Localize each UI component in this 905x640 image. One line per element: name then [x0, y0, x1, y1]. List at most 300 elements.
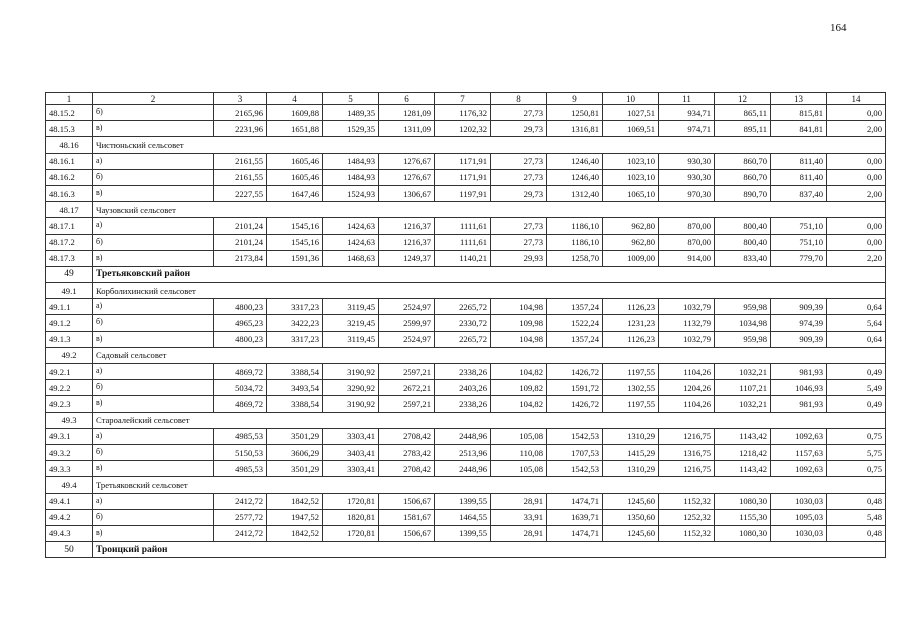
value-cell: 1032,79 — [659, 331, 715, 347]
value-cell: 3493,54 — [267, 380, 323, 396]
value-cell: 5150,53 — [214, 444, 267, 460]
column-header: 8 — [491, 93, 547, 105]
value-cell: 970,30 — [659, 185, 715, 201]
value-cell: 1080,30 — [715, 525, 771, 541]
value-cell: 0,49 — [827, 396, 886, 412]
value-cell: 0,00 — [827, 218, 886, 234]
value-cell: 0,00 — [827, 105, 886, 121]
value-cell: 1306,67 — [379, 185, 435, 201]
value-cell: 751,10 — [771, 234, 827, 250]
value-cell: 1311,09 — [379, 121, 435, 137]
value-cell: 2165,96 — [214, 105, 267, 121]
value-cell: 28,91 — [491, 525, 547, 541]
district-row — [46, 266, 886, 282]
value-cell: 1126,23 — [603, 299, 659, 315]
value-cell: 1258,70 — [547, 250, 603, 266]
row-code: 48.15.2 — [46, 105, 93, 121]
data-row — [46, 250, 886, 266]
value-cell: 2597,21 — [379, 396, 435, 412]
value-cell: 1276,67 — [379, 169, 435, 185]
value-cell: 800,40 — [715, 218, 771, 234]
value-cell: 1104,26 — [659, 364, 715, 380]
row-code: 49.3.2 — [46, 444, 93, 460]
row-code: 48.16.3 — [46, 185, 93, 201]
value-cell: 1468,63 — [323, 250, 379, 266]
value-cell: 0,48 — [827, 493, 886, 509]
council-name: Чаузовский сельсовет — [93, 202, 886, 218]
value-cell: 2330,72 — [435, 315, 491, 331]
value-cell: 3317,23 — [267, 331, 323, 347]
data-row — [46, 315, 886, 331]
value-cell: 1591,72 — [547, 380, 603, 396]
council-name: Чистюньский сельсовет — [93, 137, 886, 153]
value-cell: 27,73 — [491, 169, 547, 185]
data-row — [46, 234, 886, 250]
data-row — [46, 396, 886, 412]
value-cell: 104,98 — [491, 299, 547, 315]
value-cell: 1426,72 — [547, 364, 603, 380]
column-header: 7 — [435, 93, 491, 105]
value-cell: 3422,23 — [267, 315, 323, 331]
value-cell: 27,73 — [491, 218, 547, 234]
value-cell: 981,93 — [771, 364, 827, 380]
value-cell: 2161,55 — [214, 169, 267, 185]
value-cell: 1312,40 — [547, 185, 603, 201]
value-cell: 860,70 — [715, 169, 771, 185]
row-subtype: в) — [93, 396, 214, 412]
value-cell: 3119,45 — [323, 299, 379, 315]
value-cell: 1155,30 — [715, 509, 771, 525]
value-cell: 1842,52 — [267, 493, 323, 509]
row-subtype: б) — [93, 380, 214, 396]
value-cell: 4869,72 — [214, 396, 267, 412]
council-row — [46, 202, 886, 218]
value-cell: 1157,63 — [771, 444, 827, 460]
value-cell: 1202,32 — [435, 121, 491, 137]
value-cell: 1171,91 — [435, 169, 491, 185]
value-cell: 109,98 — [491, 315, 547, 331]
value-cell: 3303,41 — [323, 428, 379, 444]
value-cell: 1246,40 — [547, 169, 603, 185]
district-row — [46, 542, 886, 558]
value-cell: 29,73 — [491, 121, 547, 137]
value-cell: 1605,46 — [267, 153, 323, 169]
value-cell: 1720,81 — [323, 493, 379, 509]
column-header: 9 — [547, 93, 603, 105]
value-cell: 1276,67 — [379, 153, 435, 169]
value-cell: 1310,29 — [603, 461, 659, 477]
row-subtype: б) — [93, 509, 214, 525]
value-cell: 2708,42 — [379, 461, 435, 477]
value-cell: 2161,55 — [214, 153, 267, 169]
council-row — [46, 137, 886, 153]
value-cell: 2412,72 — [214, 525, 267, 541]
column-header: 4 — [267, 93, 323, 105]
value-cell: 1522,24 — [547, 315, 603, 331]
value-cell: 895,11 — [715, 121, 771, 137]
value-cell: 3501,29 — [267, 428, 323, 444]
value-cell: 104,82 — [491, 364, 547, 380]
value-cell: 2524,97 — [379, 299, 435, 315]
value-cell: 1245,60 — [603, 493, 659, 509]
value-cell: 1415,29 — [603, 444, 659, 460]
data-row — [46, 444, 886, 460]
value-cell: 837,40 — [771, 185, 827, 201]
row-subtype: б) — [93, 444, 214, 460]
district-name: Третьяковский район — [93, 266, 886, 282]
value-cell: 1046,93 — [771, 380, 827, 396]
value-cell: 1529,35 — [323, 121, 379, 137]
value-cell: 2,20 — [827, 250, 886, 266]
value-cell: 1316,81 — [547, 121, 603, 137]
value-cell: 1489,35 — [323, 105, 379, 121]
data-row — [46, 428, 886, 444]
value-cell: 1820,81 — [323, 509, 379, 525]
data-row — [46, 380, 886, 396]
value-cell: 860,70 — [715, 153, 771, 169]
value-cell: 2227,55 — [214, 185, 267, 201]
value-cell: 3190,92 — [323, 396, 379, 412]
value-cell: 959,98 — [715, 299, 771, 315]
column-header: 12 — [715, 93, 771, 105]
value-cell: 1842,52 — [267, 525, 323, 541]
value-cell: 1111,61 — [435, 218, 491, 234]
value-cell: 1639,71 — [547, 509, 603, 525]
value-cell: 2338,26 — [435, 364, 491, 380]
value-cell: 3501,29 — [267, 461, 323, 477]
value-cell: 1316,75 — [659, 444, 715, 460]
value-cell: 0,00 — [827, 153, 886, 169]
value-cell: 959,98 — [715, 331, 771, 347]
page-number: 164 — [830, 22, 847, 34]
value-cell: 2101,24 — [214, 218, 267, 234]
row-code: 48.16.1 — [46, 153, 93, 169]
value-cell: 1143,42 — [715, 461, 771, 477]
row-code: 49.3 — [46, 412, 93, 428]
row-subtype: в) — [93, 121, 214, 137]
data-row — [46, 218, 886, 234]
value-cell: 27,73 — [491, 234, 547, 250]
value-cell: 1032,21 — [715, 396, 771, 412]
data-row — [46, 331, 886, 347]
value-cell: 5,49 — [827, 380, 886, 396]
value-cell: 3303,41 — [323, 461, 379, 477]
district-name: Троицкий район — [93, 542, 886, 558]
value-cell: 2577,72 — [214, 509, 267, 525]
row-code: 48.15.3 — [46, 121, 93, 137]
value-cell: 3190,92 — [323, 364, 379, 380]
council-row — [46, 283, 886, 299]
value-cell: 109,82 — [491, 380, 547, 396]
row-code: 49.3.1 — [46, 428, 93, 444]
data-row — [46, 105, 886, 121]
value-cell: 1107,21 — [715, 380, 771, 396]
value-cell: 1605,46 — [267, 169, 323, 185]
value-cell: 815,81 — [771, 105, 827, 121]
row-subtype: б) — [93, 105, 214, 121]
value-cell: 1542,53 — [547, 461, 603, 477]
row-subtype: а) — [93, 299, 214, 315]
value-cell: 2265,72 — [435, 299, 491, 315]
value-cell: 981,93 — [771, 396, 827, 412]
value-cell: 1474,71 — [547, 525, 603, 541]
row-subtype: в) — [93, 331, 214, 347]
value-cell: 2597,21 — [379, 364, 435, 380]
value-cell: 962,80 — [603, 218, 659, 234]
data-row — [46, 509, 886, 525]
council-name: Корболихинский сельсовет — [93, 283, 886, 299]
value-cell: 1030,03 — [771, 493, 827, 509]
column-header: 14 — [827, 93, 886, 105]
value-cell: 1186,10 — [547, 234, 603, 250]
value-cell: 909,39 — [771, 331, 827, 347]
value-cell: 1281,09 — [379, 105, 435, 121]
value-cell: 811,40 — [771, 169, 827, 185]
value-cell: 1095,03 — [771, 509, 827, 525]
value-cell: 2,00 — [827, 121, 886, 137]
value-cell: 2,00 — [827, 185, 886, 201]
value-cell: 0,75 — [827, 428, 886, 444]
value-cell: 3388,54 — [267, 364, 323, 380]
value-cell: 1707,53 — [547, 444, 603, 460]
value-cell: 1357,24 — [547, 299, 603, 315]
value-cell: 1140,21 — [435, 250, 491, 266]
value-cell: 0,49 — [827, 364, 886, 380]
column-header: 5 — [323, 93, 379, 105]
value-cell: 1591,36 — [267, 250, 323, 266]
value-cell: 909,39 — [771, 299, 827, 315]
value-cell: 5034,72 — [214, 380, 267, 396]
value-cell: 1176,32 — [435, 105, 491, 121]
row-code: 49.2.1 — [46, 364, 93, 380]
column-header: 13 — [771, 93, 827, 105]
row-code: 48.17 — [46, 202, 93, 218]
value-cell: 1581,67 — [379, 509, 435, 525]
value-cell: 1032,21 — [715, 364, 771, 380]
value-cell: 934,71 — [659, 105, 715, 121]
value-cell: 4985,53 — [214, 461, 267, 477]
value-cell: 2231,96 — [214, 121, 267, 137]
value-cell: 1424,63 — [323, 234, 379, 250]
data-row — [46, 153, 886, 169]
value-cell: 1246,40 — [547, 153, 603, 169]
column-header: 11 — [659, 93, 715, 105]
row-code: 49.4.1 — [46, 493, 93, 509]
council-row — [46, 412, 886, 428]
value-cell: 870,00 — [659, 218, 715, 234]
value-cell: 1426,72 — [547, 396, 603, 412]
value-cell: 914,00 — [659, 250, 715, 266]
value-cell: 1474,71 — [547, 493, 603, 509]
data-row — [46, 121, 886, 137]
value-cell: 1030,03 — [771, 525, 827, 541]
value-cell: 1506,67 — [379, 493, 435, 509]
value-cell: 110,08 — [491, 444, 547, 460]
column-header: 2 — [93, 93, 214, 105]
row-subtype: в) — [93, 250, 214, 266]
data-row — [46, 169, 886, 185]
council-row — [46, 347, 886, 363]
value-cell: 1186,10 — [547, 218, 603, 234]
value-cell: 3606,29 — [267, 444, 323, 460]
value-cell: 841,81 — [771, 121, 827, 137]
value-cell: 3317,23 — [267, 299, 323, 315]
value-cell: 1126,23 — [603, 331, 659, 347]
value-cell: 1034,98 — [715, 315, 771, 331]
row-code: 48.16 — [46, 137, 93, 153]
value-cell: 1216,37 — [379, 234, 435, 250]
value-cell: 27,73 — [491, 153, 547, 169]
value-cell: 1464,55 — [435, 509, 491, 525]
value-cell: 5,75 — [827, 444, 886, 460]
column-header: 3 — [214, 93, 267, 105]
row-code: 48.17.3 — [46, 250, 93, 266]
value-cell: 751,10 — [771, 218, 827, 234]
value-cell: 0,64 — [827, 331, 886, 347]
value-cell: 105,08 — [491, 461, 547, 477]
column-header: 6 — [379, 93, 435, 105]
value-cell: 0,48 — [827, 525, 886, 541]
row-code: 48.17.1 — [46, 218, 93, 234]
value-cell: 3403,41 — [323, 444, 379, 460]
value-cell: 890,70 — [715, 185, 771, 201]
value-cell: 1250,81 — [547, 105, 603, 121]
value-cell: 1302,55 — [603, 380, 659, 396]
value-cell: 1216,37 — [379, 218, 435, 234]
value-cell: 1357,24 — [547, 331, 603, 347]
row-code: 49.2 — [46, 347, 93, 363]
row-subtype: в) — [93, 185, 214, 201]
value-cell: 1609,88 — [267, 105, 323, 121]
value-cell: 2599,97 — [379, 315, 435, 331]
value-cell: 962,80 — [603, 234, 659, 250]
column-header: 10 — [603, 93, 659, 105]
row-subtype: б) — [93, 234, 214, 250]
row-subtype: а) — [93, 364, 214, 380]
value-cell: 4965,23 — [214, 315, 267, 331]
value-cell: 1245,60 — [603, 525, 659, 541]
value-cell: 3219,45 — [323, 315, 379, 331]
council-name: Староалейский сельсовет — [93, 412, 886, 428]
value-cell: 4800,23 — [214, 331, 267, 347]
row-code: 49.3.3 — [46, 461, 93, 477]
row-code: 49.1.2 — [46, 315, 93, 331]
value-cell: 1545,16 — [267, 218, 323, 234]
row-code: 48.16.2 — [46, 169, 93, 185]
value-cell: 1720,81 — [323, 525, 379, 541]
value-cell: 1032,79 — [659, 299, 715, 315]
value-cell: 1111,61 — [435, 234, 491, 250]
value-cell: 104,82 — [491, 396, 547, 412]
value-cell: 1350,60 — [603, 509, 659, 525]
value-cell: 0,00 — [827, 169, 886, 185]
value-cell: 3290,92 — [323, 380, 379, 396]
row-code: 48.17.2 — [46, 234, 93, 250]
value-cell: 1204,26 — [659, 380, 715, 396]
value-cell: 974,39 — [771, 315, 827, 331]
value-cell: 1651,88 — [267, 121, 323, 137]
column-header: 1 — [46, 93, 93, 105]
value-cell: 1947,52 — [267, 509, 323, 525]
row-code: 49 — [46, 266, 93, 282]
row-code: 50 — [46, 542, 93, 558]
value-cell: 865,11 — [715, 105, 771, 121]
value-cell: 2513,96 — [435, 444, 491, 460]
row-code: 49.4 — [46, 477, 93, 493]
data-row — [46, 364, 886, 380]
value-cell: 1104,26 — [659, 396, 715, 412]
row-subtype: а) — [93, 153, 214, 169]
value-cell: 28,91 — [491, 493, 547, 509]
value-cell: 1092,63 — [771, 461, 827, 477]
value-cell: 3119,45 — [323, 331, 379, 347]
value-cell: 2412,72 — [214, 493, 267, 509]
row-code: 49.1.1 — [46, 299, 93, 315]
value-cell: 1231,23 — [603, 315, 659, 331]
value-cell: 930,30 — [659, 169, 715, 185]
value-cell: 1310,29 — [603, 428, 659, 444]
row-subtype: а) — [93, 493, 214, 509]
data-row — [46, 299, 886, 315]
value-cell: 1080,30 — [715, 493, 771, 509]
value-cell: 1506,67 — [379, 525, 435, 541]
value-cell: 0,64 — [827, 299, 886, 315]
value-cell: 1542,53 — [547, 428, 603, 444]
value-cell: 1399,55 — [435, 525, 491, 541]
value-cell: 2173,84 — [214, 250, 267, 266]
value-cell: 1197,55 — [603, 396, 659, 412]
value-cell: 1524,93 — [323, 185, 379, 201]
value-cell: 5,64 — [827, 315, 886, 331]
value-cell: 1065,10 — [603, 185, 659, 201]
row-subtype: в) — [93, 525, 214, 541]
row-code: 49.1 — [46, 283, 93, 299]
table-body — [46, 93, 886, 558]
value-cell: 2403,26 — [435, 380, 491, 396]
value-cell: 833,40 — [715, 250, 771, 266]
value-cell: 29,93 — [491, 250, 547, 266]
row-subtype: а) — [93, 428, 214, 444]
value-cell: 1252,32 — [659, 509, 715, 525]
value-cell: 1171,91 — [435, 153, 491, 169]
value-cell: 4800,23 — [214, 299, 267, 315]
table-header-row — [46, 93, 886, 105]
value-cell: 0,00 — [827, 234, 886, 250]
value-cell: 1216,75 — [659, 461, 715, 477]
value-cell: 2101,24 — [214, 234, 267, 250]
tariff-table — [45, 92, 886, 558]
value-cell: 1647,46 — [267, 185, 323, 201]
value-cell: 105,08 — [491, 428, 547, 444]
value-cell: 2672,21 — [379, 380, 435, 396]
value-cell: 1027,51 — [603, 105, 659, 121]
value-cell: 4869,72 — [214, 364, 267, 380]
value-cell: 4985,53 — [214, 428, 267, 444]
data-row — [46, 525, 886, 541]
value-cell: 930,30 — [659, 153, 715, 169]
value-cell: 1009,00 — [603, 250, 659, 266]
value-cell: 3388,54 — [267, 396, 323, 412]
value-cell: 1424,63 — [323, 218, 379, 234]
value-cell: 27,73 — [491, 105, 547, 121]
value-cell: 33,91 — [491, 509, 547, 525]
value-cell: 2783,42 — [379, 444, 435, 460]
row-subtype: а) — [93, 218, 214, 234]
value-cell: 1545,16 — [267, 234, 323, 250]
value-cell: 1484,93 — [323, 169, 379, 185]
value-cell: 1069,51 — [603, 121, 659, 137]
value-cell: 5,48 — [827, 509, 886, 525]
